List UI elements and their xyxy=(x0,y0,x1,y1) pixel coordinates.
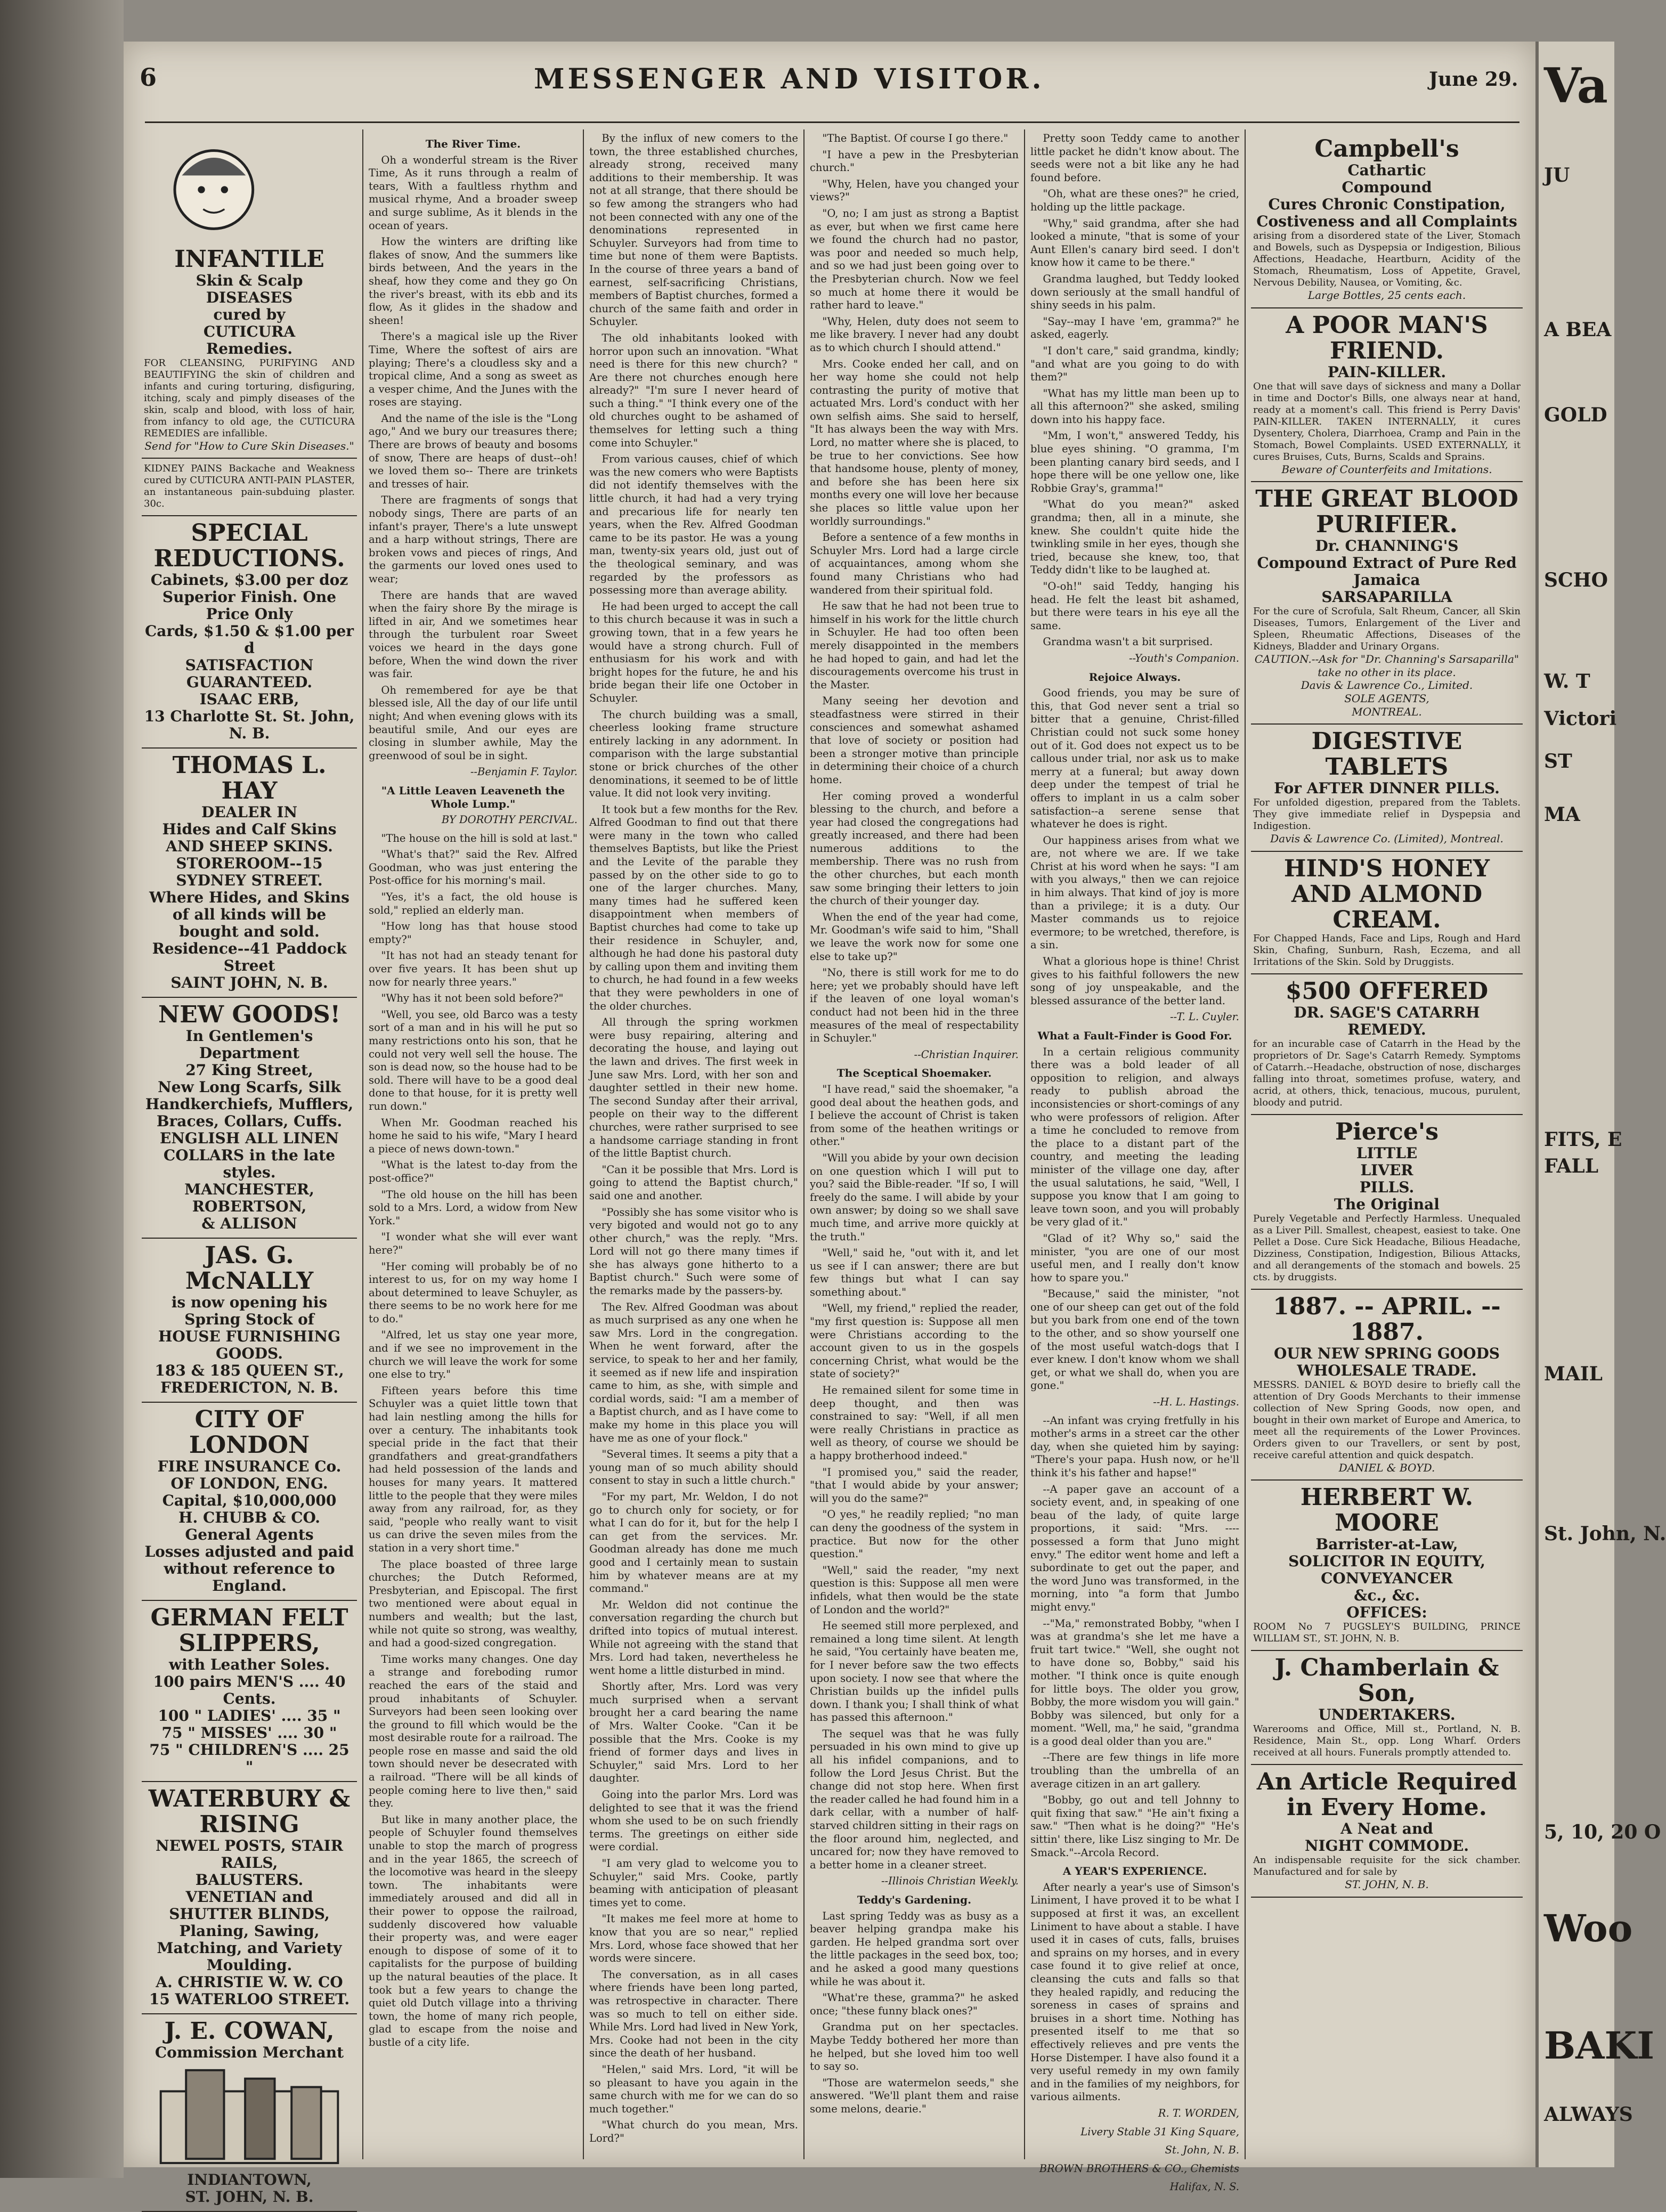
article-paragraph: "Those are watermelon seeds," she answered. "We'll plant them and raise some melons, dearie." xyxy=(810,2076,1019,2115)
adjacent-page-fragment: Va xyxy=(1544,58,1608,114)
article-paragraph: "For my part, Mr. Weldon, I do not go to church only for society, or for what I can do for it, but for the help I can get from the services. Mr. Goodman already has done me much good and I certainly mean to sustain him by whatever means are at my command." xyxy=(589,1490,798,1595)
article-paragraph: "Why has it not been sold before?" xyxy=(381,992,564,1005)
article-paragraph: From various causes, chief of which was the new comers who were Baptists did not identify themselves with the little church, it had had a very trying and precarious life for nearly ten years, when the Rev. Alfred Goodman came to be its pastor. He was a young man, twenty-six years old, just out of the theological seminary, and was regarded by the professors as possessing more than average ability. xyxy=(589,453,798,597)
adjacent-page-fragment: 5, 10, 20 O xyxy=(1544,1821,1661,1843)
adjacent-page-fragment: ALWAYS xyxy=(1544,2103,1633,2126)
article-paragraph: He seemed still more perplexed, and remained a long time silent. At length he said, "You certainly have beaten me, for I never before saw the two effects upon society. I now see that where the Christian builds up the infidel pulls down. I thank you; I shall think of what has passed this afternoon." xyxy=(810,1620,1019,1724)
ad-line: BALUSTERS. xyxy=(195,1871,304,1889)
ad-title: NEW GOODS! xyxy=(158,1001,340,1029)
article-title-faultfinder: What a Fault-Finder is Good For. xyxy=(1037,1029,1232,1042)
ad-title: J. E. COWAN, xyxy=(164,2018,335,2045)
ad-body: For Chapped Hands, Face and Lips, Rough and Hard Skin, Chafing, Sunburn, Rash, Eczema, and all Irritations of the Skin. Sold by Druggists. xyxy=(1253,932,1521,967)
ad-line: HERBERT W. MOORE xyxy=(1300,1484,1474,1537)
ad-footer: ST. JOHN, N. B. xyxy=(1345,1878,1429,1891)
ad-line: with Leather Soles. xyxy=(169,1656,330,1674)
article-paragraph: "It makes me feel more at home to know that you are so near," replied Mrs. Lord, whose face showed that her words were sincere. xyxy=(589,1913,798,1965)
ad-body: An indispensable requisite for the sick chamber. Manufactured and for sale by xyxy=(1253,1855,1521,1878)
article-column-2 xyxy=(369,132,578,2151)
article-agent: BROWN BROTHERS & CO., Chemists xyxy=(1039,2162,1239,2175)
child-portrait-engraving xyxy=(144,136,355,243)
ad-line: Superior Finish. One Price Only xyxy=(162,588,337,623)
article-paragraph: Shortly after, Mrs. Lord was very much surprised when a servant brought her a card bearing the name of Mrs. Walter Cooke. "Can it be possible that the Mrs. Cooke is my friend of former days and lives in Schuyler," said Mrs. Lord to her daughter. xyxy=(589,1680,798,1785)
article-paragraph: Good friends, you may be sure of this, that God never sent a trial so bitter that a genuine, Christ-filled Christian could not suck some honey out of it. God does not expect us to be callous under trial, nor ask us to make merry at a funeral; but away down deep under the tempest of trial he offers to implant in us a calm sober satisfaction--a serene sense that whatever he does is right. xyxy=(1030,687,1239,831)
ad-commode xyxy=(1251,1765,1523,1898)
ad-body: for an incurable case of Catarrh in the Head by the proprietors of Dr. Sage's Catarrh Remedy. Symptoms of Catarrh.--Headache, obstruction of nose, discharges falling into throat, sometimes profuse, watery, and acrid, at others, thick, tenacious, mucous, purulent, bloody and putrid. xyxy=(1253,1038,1521,1108)
adjacent-page-edge xyxy=(1535,42,1666,2167)
ad-line: 13 Charlotte St. St. John, N. B. xyxy=(144,707,355,743)
ad-line: The Original xyxy=(1334,1195,1440,1213)
article-paragraph: What a glorious hope is thine! Christ gives to his faithful followers the new song of joy unspeakable, and the blessed assurance of the better land. xyxy=(1030,955,1239,1007)
article-paragraph: But like in many another place, the people of Schuyler found themselves unable to stop the march of progress and in the year 1865, the screech of the locomotive was heard in the sleepy town. The inhabitants were immediately aroused and did all in their power to oppose the railroad, suddenly discovered how valuable their property was, and were eager enough to dispose of some of it to capitalists for the purpose of building up the natural beauties of the place. It took but a few years to change the quiet old Dutch village into a thriving town, the home of many rich people, glad to escape from the noise and bustle of a city life. xyxy=(369,1813,578,2048)
ad-chamberlain xyxy=(1251,1651,1523,1765)
ad-line: 100 pairs MEN'S .... 40 Cents. xyxy=(153,1673,346,1708)
article-paragraph: "It has not had an steady tenant for over five years. It has been shut up now for nearly three years." xyxy=(369,949,578,988)
ad-line: STOREROOM--15 SYDNEY STREET. xyxy=(176,855,323,890)
adjacent-page-fragment: A BEA xyxy=(1544,319,1612,341)
article-paragraph: Last spring Teddy was as busy as a beaver helping grandpa make his garden. He helped grandma sort over the little packages in the seed box, too; and he asked a good many questions while he was about it. xyxy=(810,1909,1019,1988)
ad-body: MESSRS. DANIEL & BOYD desire to briefly call the attention of Dry Goods Merchants to their immense collection of New Spring Goods, now open, and bought in their own market of Europe and America, to meet all the requirements of the Lower Provinces. Orders given to our Travellers, or sent by post, receive careful attention and quick despatch. xyxy=(1253,1379,1521,1461)
column-rule xyxy=(362,129,363,2159)
article-paragraph: "Why, Helen, have you changed your views?" xyxy=(810,177,1019,204)
article-paragraph: "I promised you," said the reader, "that I would abide by your answer; will you do the same?" xyxy=(810,1466,1019,1505)
article-column-3 xyxy=(589,132,798,2151)
article-paragraph: Time works many changes. One day a strange and foreboding rumor reached the ears of the staid and proud inhabitants of Schuyler. Surveyors had been seen looking over the ground to fill which would be the most desirable route for a railroad. The people rose en masse and said the old town should never be desecrated with a railroad. "There will be all kinds of people coming here to live then," said they. xyxy=(369,1653,578,1810)
article-paragraph: Pretty soon Teddy came to another little packet he didn't know about. The seeds were not a bit like any he had found before. xyxy=(1030,132,1239,184)
ad-body: Warerooms and Office, Mill st., Portland, N. B. Residence, Main St., opp. Long Wharf. Orders received at all hours. Funerals promptly attended to. xyxy=(1253,1723,1521,1759)
article-paragraph: --"Ma," remonstrated Bobby, "when I was at grandma's she let me have a fruit tart twice." "Well, she ought not to have done so, Bobby," said his mother. "I think once is quite enough for little boys. The older you grow, Bobby, the more wisdom you will gain." Bobby was silenced, but only for a moment. "Well, ma," he said, "grandma is a good deal older than you are." xyxy=(1030,1617,1239,1747)
ad-body: Purely Vegetable and Perfectly Harmless. Unequaled as a Liver Pill. Smallest, cheapest, easiest to take. One Pellet a Dose. Cure Sick Headache, Bilious Headache, Dizziness, Constipation, Indigestion, Bilious Attacks, and all derangements of the stomach and bowels. 25 cts. by druggists. xyxy=(1253,1213,1521,1283)
ad-line: OFFICES: xyxy=(1346,1604,1427,1622)
ad-line: OUR NEW SPRING GOODS xyxy=(1273,1344,1500,1362)
ad-line: HIND'S HONEY AND ALMOND CREAM. xyxy=(1283,855,1490,933)
poem-verse: There are fragments of songs that nobody sings, There are parts of an infant's prayer, There's a lute unswept and a harp without strings, There are broken vows and pieces of rings, And the garments our loved ones used to wear; xyxy=(369,494,578,585)
article-paragraph: All through the spring workmen were busy repairing, altering and decorating the house, and laying out the lawn and drives. The first week in June saw Mrs. Lord, with her son and daughter settled in their new home. The second Sunday after their arrival, people on their way to the different churches, were rather surprised to see a handsome carriage standing in front of the little Baptist church. xyxy=(589,1016,798,1160)
ad-hind xyxy=(1251,852,1523,974)
ad-line: SATISFACTION GUARANTEED. xyxy=(185,656,314,692)
article-paragraph: "Several times. It seems a pity that a young man of so much ability should consent to stay in such a little church." xyxy=(589,1448,798,1487)
article-paragraph: "O, no; I am just as strong a Baptist as ever, but when we first came here we found the church had no pastor, was poor and needed so much help, and so we had just been going over to the Presbyterian church. Now we feel so much at home there it would be rather hard to leave." xyxy=(810,207,1019,312)
article-paragraph: Grandma wasn't a bit surprised. xyxy=(1043,636,1213,648)
ad-line: Compound Extract of Pure Red Jamaica xyxy=(1257,554,1517,589)
article-paragraph: In a certain religious community there was a bold leader of all opposition to religion, and always ready to publish abroad the inconsistencies or short-comings of any who were professors of religion. After a time he concluded to remove from the place to a distant part of the country, and meeting the leading minister of the village one day, after the usual salutations, he said, "Well, I suppose you know that I am going to leave town soon, and you will probably be very glad of it." xyxy=(1030,1045,1239,1229)
ad-body: For unfolded digestion, prepared from the Tablets. They give immediate relief in Dyspepsia and Indigestion. xyxy=(1253,797,1521,832)
ad-line: General Agents xyxy=(185,1526,314,1544)
ad-line: is now opening his Spring Stock of xyxy=(171,1294,328,1329)
article-paragraph: Going into the parlor Mrs. Lord was delighted to see that it was the friend whom she used to be on such friendly terms. The greetings on either side were cordial. xyxy=(589,1788,798,1853)
ad-line: ST. JOHN, N. B. xyxy=(185,2187,314,2206)
article-paragraph: "Possibly she has some visitor who is very bigoted and would not go to any other church," was the reply. "Mrs. Lord will not go there many times if she has always gone hitherto to a Baptist church." Such were some of the remarks made by the passers-by. xyxy=(589,1206,798,1297)
ad-footer: Beware of Counterfeits and Imitations. xyxy=(1281,462,1492,476)
adjacent-page-fragment: BAKI xyxy=(1544,2023,1655,2068)
ad-cowan xyxy=(142,2014,357,2212)
ad-line: 100 " LADIES' .... 35 " xyxy=(158,1707,341,1725)
ad-footer: Davis & Lawrence Co. (Limited), Montreal. xyxy=(1270,832,1504,845)
article-paragraph: "I have a pew in the Presbyterian church." xyxy=(810,148,1019,174)
ad-line: 15 WATERLOO STREET. xyxy=(149,1990,350,2008)
adjacent-page-fragment: MAIL xyxy=(1544,1363,1603,1385)
article-paragraph: Before a sentence of a few months in Schuyler Mrs. Lord had a large circle of acquaintances, among whom she found many Christians who had wandered from their spiritual fold. xyxy=(810,531,1019,596)
ad-line: DIGESTIVE TABLETS xyxy=(1311,728,1462,781)
ad-line: Capital, $10,000,000 xyxy=(162,1492,337,1510)
ad-line: In Gentlemen's Department xyxy=(185,1027,313,1062)
article-paragraph: "Why, Helen, duty does not seem to me like bravery. I never had any doubt as to which church I should attend." xyxy=(810,315,1019,354)
adjacent-page-fragment: St. John, N. xyxy=(1544,1523,1666,1545)
article-paragraph: Our happiness arises from what we are, not where we are. If we take Christ at his word when he says: "I am with you always," then we can rejoice in him always. That kind of joy is more than a privilege; it is a duty. Our Master commands us to rejoice evermore; to be wretched, therefore, is a sin. xyxy=(1030,834,1239,952)
masthead-rule xyxy=(145,121,1519,123)
ad-footer: CAUTION.--Ask for "Dr. Channing's Sarsaparilla" take no other in its place. xyxy=(1254,653,1519,679)
article-paragraph: Many seeing her devotion and steadfastness were stirred in their consciences and somewhat ashamed that love of society or position had been a stronger motive than principle in determining their choice of a church home. xyxy=(810,695,1019,786)
article-paragraph: When the end of the year had come, Mr. Goodman's wife said to him, "Shall we leave the work now for some one else to take up?" xyxy=(810,910,1019,963)
article-paragraph: "Well, you see, old Barco was a testy sort of a man and in his will he put so many restrictions onto his son, that he could not very well sell the house. The son is dead now, so the house had to be sold. There will have to be a good deal done to that house, for it is pretty well run down." xyxy=(369,1008,578,1112)
article-paragraph: He had been urged to accept the call to this church because it was in such a growing town, that in a few years he would have a strong church. Full of enthusiasm for his work and with bright hopes for the future, he and his bride began their life one October in Schuyler. xyxy=(589,600,798,704)
article-paragraph: "Mm, I won't," answered Teddy, his blue eyes shining. "O gramma, I'm been planting canary bird seeds, and I hope there will be one yellow one, like Robbie Gray's, gramma!" xyxy=(1030,429,1239,494)
article-paragraph: The place boasted of three large churches; the Dutch Reformed, Presbyterian, and Episcopal. The first two mentioned were about equal in numbers and wealth; but the last, while not quite so strong, was wealthy, and had a good-sized congregation. xyxy=(369,1558,578,1649)
ad-line: &c., &c. xyxy=(1354,1587,1420,1605)
ad-title: WATERBURY & RISING xyxy=(148,1785,351,1839)
article-paragraph: "Oh, what are these ones?" he cried, holding up the little package. xyxy=(1030,188,1239,213)
masthead-title: MESSENGER AND VISITOR. xyxy=(534,63,1045,95)
column-rule xyxy=(1245,129,1246,2159)
article-title-shoemaker: The Sceptical Shoemaker. xyxy=(836,1067,992,1080)
ad-title: JAS. G. McNALLY xyxy=(185,1242,314,1295)
ad-column-right xyxy=(1251,132,1523,2151)
ad-digestive xyxy=(1251,725,1523,852)
ad-title: THOMAS L. HAY xyxy=(172,752,327,805)
ad-line: Cathartic xyxy=(1347,161,1426,179)
article-paragraph: "Yes, it's a fact, the old house is sold," replied an elderly man. xyxy=(369,891,578,916)
adjacent-page-fragment: SCHO xyxy=(1544,569,1608,591)
article-paragraph: "What church do you mean, Mrs. Lord?" xyxy=(589,2119,798,2144)
ad-line: Planing, Sawing, Matching, and Variety Moulding. xyxy=(157,1922,342,1974)
ad-line: Remedies. xyxy=(206,339,293,357)
article-paragraph: "No, there is still work for me to do here; yet we probably should have left if the leaven of one loyal woman's conduct had not been hid in the three measures of the meal of respectability in Schuyler." xyxy=(810,966,1019,1045)
article-attribution: --Youth's Companion. xyxy=(1128,652,1239,664)
ad-line: New Long Scarfs, Silk Handkerchiefs, Mufflers, Braces, Collars, Cuffs. xyxy=(145,1078,354,1131)
ad-line: LITTLE xyxy=(1356,1144,1418,1162)
ad-line: A POOR MAN'S FRIEND. xyxy=(1286,311,1488,364)
ad-line: $500 OFFERED xyxy=(1285,977,1489,1005)
article-paragraph: "Will you abide by your own decision on one question which I will put to you? said the Bible-reader. "If so, I will freely do the same. I will abide by your own answer; by doing so we shall save much time, and arrive more quickly at the truth." xyxy=(810,1151,1019,1243)
adjacent-page-fragment: JU xyxy=(1544,164,1570,186)
article-paragraph: "I am very glad to welcome you to Schuyler," said Mrs. Cooke, partly beaming with anticipation of pleasant times yet to come. xyxy=(589,1857,798,1909)
ad-line: MANCHESTER, xyxy=(184,1181,314,1199)
article-signature: Livery Stable 31 King Square, xyxy=(1080,2125,1239,2138)
article-paragraph: Fifteen years before this time Schuyler was a quiet little town that had lain nestling among the hills for over a century. The inhabitants took special pride in the fact that their grandfathers and great-grandfathers had held possession of the lands and houses for many years. It mattered little to the people that they were miles away from any railroad, for, as they said, "people who really want to visit us can drive the seven miles from the station in a very short time." xyxy=(369,1384,578,1554)
ad-line: Cards, $1.50 & $1.00 per d xyxy=(144,622,354,657)
ad-body: KIDNEY PAINS Backache and Weakness cured by CUTICURA ANTI-PAIN PLASTER, an instantaneous pain-subduing plaster. 30c. xyxy=(144,463,355,510)
column-rule xyxy=(803,129,804,2159)
poem-verse: Oh a wonderful stream is the River Time, As it runs through a realm of tears, With a faultless rhythm and musical rhyme, And a broader sweep and surge sublime, As it blends in the ocean of years. xyxy=(369,153,578,232)
ad-pierce xyxy=(1251,1115,1523,1290)
article-paragraph: Grandma put on her spectacles. Maybe Teddy bothered her more than he helped, but she loved him too well to say so. xyxy=(810,2021,1019,2073)
ad-moore xyxy=(1251,1481,1523,1651)
poem-verse: There's a magical isle up the River Time, Where the softest of airs are playing; There's a cloudless sky and a tropical clime, And a song as sweet as a vesper chime, And the Junes with the roses are staying. xyxy=(369,330,578,409)
ad-body: One that will save days of sickness and many a Dollar in time and Doctor's Bills, one always near at hand, ready at a moment's call. This friend is Perry Davis' PAIN-KILLER. TAKEN INTERNALLY, it cures Dysentery, Cholera, Diarrhoea, Cramp and Pain in the Stomach, Bowel Complaints. USED EXTERNALLY, it cures Bruises, Cuts, Burns, Scalds and Sprains. xyxy=(1253,380,1521,462)
article-paragraph: Mr. Weldon did not continue the conversation regarding the church but drifted into topics of mutual interest. While not agreeing with the stand that Mrs. Lord had taken, nevertheless he went home a little disturbed in mind. xyxy=(589,1598,798,1677)
ad-line: cured by xyxy=(213,305,286,323)
adjacent-page-fragment: ST xyxy=(1544,750,1572,772)
ad-line: H. CHUBB & CO. xyxy=(178,1509,320,1527)
ad-line: Where Hides, and Skins of all kinds will be bought and sold. xyxy=(149,889,350,941)
ad-body: arising from a disordered state of the Liver, Stomach and Bowels, such as Dyspepsia or Indigestion, Bilious Affections, Headache, Heartburn, Acidity of the Stomach, Rheumatism, Loss of Appetite, Gravel, Nervous Debility, Nausea, or Vomiting, &c. xyxy=(1253,230,1521,288)
article-paragraph: "What're these, gramma?" he asked once; "these funny black ones?" xyxy=(810,1991,1019,2017)
article-paragraph: "Well," said the reader, "my next question is this: Suppose all men were infidels, what then would be the state of London and the world?" xyxy=(810,1564,1019,1616)
column-rule xyxy=(583,129,584,2159)
poem-verse: How the winters are drifting like flakes of snow, And the summers like birds between, And the years in the sheaf, how they come and they go On the river's breast, with its ebb and its flow, As it glides in the shadow and sheen! xyxy=(369,235,578,327)
poem-verse: Oh remembered for aye be that blessed isle, All the day of our life until night; And when evening glows with its beautiful smile, And our eyes are closing in slumber awhile, May the greenwood of soul be in sight. xyxy=(369,684,578,762)
adjacent-page-fragment: Victori xyxy=(1544,707,1617,730)
article-paragraph: "What has my little man been up to all this afternoon?" she asked, smiling down into his happy face. xyxy=(1030,387,1239,426)
ad-title: CITY OF LONDON xyxy=(189,1406,310,1459)
ad-spring xyxy=(1251,1290,1523,1481)
article-paragraph: "Well, my friend," replied the reader, "my first question is: Suppose all men were Christians according to the account given to us in the gospels concerning Christ, what would be the state of society?" xyxy=(810,1302,1019,1380)
ad-line: Skin & Scalp xyxy=(196,271,303,289)
article-paragraph: "Helen," said Mrs. Lord, "it will be so pleasant to have you again in the same church with me for we can do so much together." xyxy=(589,2063,798,2115)
adjacent-page-fragment: GOLD xyxy=(1544,404,1607,426)
ad-line: THE GREAT BLOOD PURIFIER. xyxy=(1255,485,1518,539)
ad-line: FIRE INSURANCE Co. xyxy=(157,1458,342,1476)
article-paragraph: Grandma laughed, but Teddy looked down seriously at the small handful of shiny seeds in his palm. xyxy=(1030,272,1239,312)
article-title-river_time: The River Time. xyxy=(425,137,521,150)
adjacent-page-fragment: Woo xyxy=(1544,1906,1633,1950)
ad-footer: MONTREAL. xyxy=(1352,705,1422,718)
article-paragraph: "How long has that house stood empty?" xyxy=(369,920,578,946)
article-paragraph: "I have read," said the shoemaker, "a good deal about the heathen gods, and I believe the account of Christ is taken from some of the heathen writings or other." xyxy=(810,1083,1019,1148)
ad-painkiller xyxy=(1251,308,1523,483)
poem-verse: There are hands that are waved when the fairy shore By the mirage is lifted in air, And we sometimes hear through the turbulent roar Sweet voices we heard in the days gone before, When the wind down the river was fair. xyxy=(369,589,578,680)
ad-line: A. CHRISTIE W. W. CO xyxy=(156,1973,343,1991)
article-attribution: --H. L. Hastings. xyxy=(1153,1396,1239,1409)
article-title-leaven: "A Little Leaven Leaveneth the Whole Lump." xyxy=(381,784,565,810)
article-paragraph: --There are few things in life more troubling than the umbrella of an average citizen in an art gallery. xyxy=(1030,1751,1239,1790)
ad-felt xyxy=(142,1601,357,1782)
adjacent-page-fragment: W. T xyxy=(1544,670,1590,693)
ad-line: SAINT JOHN, N. B. xyxy=(170,974,328,992)
ad-footer: Send for "How to Cure Skin Diseases." xyxy=(144,439,354,452)
masthead-date: June 29. xyxy=(1429,68,1518,91)
ad-line: NEWEL POSTS, STAIR RAILS, xyxy=(156,1837,343,1872)
article-title-experience: A YEAR'S EXPERIENCE. xyxy=(1062,1865,1207,1878)
storefront-engraving xyxy=(144,2061,355,2168)
ad-price: Large Bottles, 25 cents each. xyxy=(1307,289,1466,302)
ad-line: HOUSE FURNISHING GOODS. xyxy=(158,1328,341,1363)
ad-line: WHOLESALE TRADE. xyxy=(1297,1361,1477,1379)
ad-newgoods xyxy=(142,998,357,1239)
ad-waterbury xyxy=(142,1782,357,2014)
ad-line: Campbell's xyxy=(1314,135,1459,162)
ad-london xyxy=(142,1403,357,1601)
article-title-rejoice: Rejoice Always. xyxy=(1088,670,1181,684)
ad-line: & ALLISON xyxy=(201,1215,297,1233)
article-paragraph: "What is the latest to-day from the post-office?" xyxy=(369,1159,578,1184)
ad-line: Commission Merchant xyxy=(155,2044,344,2062)
newspaper-page xyxy=(124,42,1535,2206)
ad-line: ISAAC ERB, xyxy=(199,690,299,709)
article-paragraph: "Say--may I have 'em, gramma?" he asked, eagerly. xyxy=(1030,315,1239,341)
ad-line: 75 " CHILDREN'S .... 25 " xyxy=(149,1741,350,1776)
article-paragraph: "Bobby, go out and tell Johnny to quit fixing that saw." "He ain't fixing a saw." "Then what is he doing?" "He's sittin' there, like Lisz singing to Mr. De Smack."--Arcola Record. xyxy=(1030,1794,1239,1859)
ad-line: OF LONDON, ENG. xyxy=(170,1475,328,1493)
article-paragraph: "The house on the hill is sold at last." xyxy=(381,832,578,844)
article-paragraph: "Can it be possible that Mrs. Lord is going to attend the Baptist church," said one and another. xyxy=(589,1163,798,1202)
article-paragraph: The old inhabitants looked with horror upon such an innovation. "What need is there for this new church? " Are there not churches enough here already?" "I'm sure I never heard of such a thing." "I think every one of the old churches ought to be ashamed of themselves for letting such a thing come into Schuyler." xyxy=(589,331,798,449)
ad-hay xyxy=(142,749,357,998)
article-paragraph: The church building was a small, cheerless looking frame structure entirely lacking in any adornment. In comparison with the large substantial stone or brick churches of the other denominations, it seemed to be of little value. It did not look very inviting. xyxy=(589,708,798,800)
ad-column-left xyxy=(142,132,357,2206)
ad-line: LIVER xyxy=(1360,1161,1413,1179)
article-attribution: --T. L. Cuyler. xyxy=(1169,1011,1239,1023)
article-byline: BY DOROTHY PERCIVAL. xyxy=(441,814,578,826)
article-paragraph: Her coming proved a wonderful blessing to the church, and before a year had closed the congregations had greatly increased, and there had been numerous additions to the membership. There was no rush from the other churches, but each month saw some bringing their letters to join the church of their younger day. xyxy=(810,790,1019,907)
ad-special xyxy=(142,516,357,749)
ad-footer: Davis & Lawrence Co., Limited. xyxy=(1301,679,1473,692)
ad-catarrh xyxy=(1251,974,1523,1115)
article-paragraph: "Her coming will probably be of no interest to us, for on my way home I about determined to leave Schuyler, as there seems to be no work here for me to do." xyxy=(369,1260,578,1325)
article-paragraph: It took but a few months for the Rev. Alfred Goodman to find out that there were many in the town who called themselves Baptists, but like the Priest and the Levite of the parable they passed by on the other side to go to one of the larger churches. Many, many times had he suffered keen disappointment when members of Baptist churches had come to take up their residence in Schuyler, and, although he had done his pastoral duty by calling upon them and inviting them to church, he had found in a few weeks that they were pewholders in one of the older churches. xyxy=(589,803,798,1012)
article-paragraph: He saw that he had not been true to himself in his work for the little church in Schuyler. He had too often been merely disappointed in the members he had hoped to gain, and had let the discouragements overcome his trust in the Master. xyxy=(810,600,1019,691)
ad-line: UNDERTAKERS. xyxy=(1318,1706,1456,1724)
ad-line: 183 & 185 QUEEN ST., FREDERICTON, N. B. xyxy=(155,1362,344,1397)
article-paragraph: "The old house on the hill has been sold to a Mrs. Lord, a widow from New York." xyxy=(369,1188,578,1227)
ad-title: INFANTILE xyxy=(174,245,324,273)
article-signature: St. John, N. B. xyxy=(1165,2144,1239,2157)
ad-line: Hides and Calf Skins xyxy=(162,820,337,839)
ad-title: GERMAN FELT SLIPPERS, xyxy=(150,1604,348,1657)
article-paragraph: "Because," said the minister, "not one of our sheep can get out of the fold but you bark from one end of the town to the other, and so show yourself one of the most useful watch-dogs that I ever knew. I don't know whom we shall get, or what we shall do, when you are gone." xyxy=(1030,1288,1239,1392)
binding-gutter xyxy=(0,0,124,2178)
article-agent: Halifax, N. S. xyxy=(1169,2181,1239,2193)
ad-line: ROBERTSON, xyxy=(192,1198,307,1216)
ad-line: Residence--41 Paddock Street xyxy=(152,940,347,975)
article-paragraph: After nearly a year's use of Simson's Liniment, I have proved it to be what I supposed at first it was, an excellent Liniment to have about a stable. I have used it in cases of cuts, falls, bruises and sprains on my horses, and in every case found it to give relief at once, cleansing the cuts and falls so that they healed rapidly, and reducing the soreness in cases of sprains and bruises in a short time. Nothing has presented itself to me that so effectively relieves and pre vents the Horse Distemper. I have also found it a very useful remedy in my own family and in the families of my neighbors, for various ailments. xyxy=(1030,1881,1239,2103)
ad-line: VENETIAN and SHUTTER BLINDS, xyxy=(169,1888,330,1923)
ad-line: NIGHT COMMODE. xyxy=(1304,1837,1469,1855)
adjacent-page-fragment: FITS, E xyxy=(1544,1128,1622,1151)
article-paragraph: The Rev. Alfred Goodman was about as much surprised as any one when he saw Mrs. Lord in the congregation. When he went forward, after the service, to speak to her and her family, it seemed as if new life and inspiration came to him, as she, with simple and cordial words, said: "I am a member of a Baptist church, and as I have come to make my home in this place you will have me as one of your flock." xyxy=(589,1300,798,1444)
adjacent-page-fragment: MA xyxy=(1544,803,1580,826)
article-column-4 xyxy=(810,132,1019,2151)
ad-footer: DANIEL & BOYD. xyxy=(1338,1461,1435,1474)
ad-line: 27 King Street, xyxy=(185,1061,313,1079)
article-paragraph: The conversation, as in all cases where friends have been long parted, was retrospective in character. There was so much to tell on either side. While Mrs. Lord had lived in New York, Mrs. Cooke had not been in the city since the death of her husband. xyxy=(589,1968,798,2060)
ad-line: SOLICITOR IN EQUITY, CONVEYANCER xyxy=(1288,1552,1485,1588)
article-paragraph: "The Baptist. Of course I go there." xyxy=(822,132,1009,144)
page-number: 6 xyxy=(140,63,157,92)
ad-footer: SOLE AGENTS, xyxy=(1344,692,1429,705)
ad-line: PILLS. xyxy=(1359,1178,1415,1196)
article-paragraph: When Mr. Goodman reached his home he said to his wife, "Mary I heard a piece of news down-town." xyxy=(369,1116,578,1155)
adjacent-page-fragment: FALL xyxy=(1544,1155,1599,1177)
ad-line: AND SHEEP SKINS. xyxy=(166,837,333,856)
article-attribution: --Benjamin F. Taylor. xyxy=(470,766,578,778)
article-paragraph: "O-oh!" said Teddy, hanging his head. He felt the least bit ashamed, but there were tears in his eye all the same. xyxy=(1030,580,1239,632)
ad-line: 75 " MISSES' .... 30 " xyxy=(161,1724,337,1742)
article-paragraph: --A paper gave an account of a society event, and, in speaking of one beau of the lady, of quite large proportions, it said: "Mrs. ---- possessed a form that Juno might envy." The editor went home and left a subordinate to get out the paper, and the word Juno was transformed, in the morning, into "a form that Jumbo might envy." xyxy=(1030,1483,1239,1613)
article-paragraph: The sequel was that he was fully persuaded in his own mind to give up all his infidel companions, and to follow the Lord Jesus Christ. But the change did not stop here. When first the reader called he had found him in a dark cellar, with a number of half-starved children sitting in their rags on the floor around him, neglected, and uncared for; now they have removed to a better home in a cleaner street. xyxy=(810,1727,1019,1871)
poem-verse: And the name of the isle is the "Long ago," And we bury our treasures there; There are brows of beauty and bosoms of snow, There are heaps of dust--oh! we loved them so-- There are trinkets and tresses of hair. xyxy=(369,412,578,490)
ad-line: ENGLISH ALL LINEN COLLARS in the late styles. xyxy=(159,1129,339,1182)
ad-mcnally xyxy=(142,1239,357,1403)
article-signature: R. T. WORDEN, xyxy=(1158,2107,1239,2119)
ad-line: PAIN-KILLER. xyxy=(1327,363,1446,381)
ad-line: Losses adjusted and paid without reference to England. xyxy=(144,1543,354,1595)
ad-line: A Neat and xyxy=(1340,1820,1433,1838)
article-column-5 xyxy=(1030,132,1239,2193)
ad-campbell xyxy=(1251,132,1523,308)
article-attribution: --Illinois Christian Weekly. xyxy=(881,1875,1019,1888)
ad-cures: Cures Chronic Constipation, Costiveness and all Complaints xyxy=(1256,196,1517,230)
ad-line: Dr. CHANNING'S xyxy=(1315,537,1459,555)
ad-line: INDIANTOWN, xyxy=(187,2170,312,2189)
ad-line: J. Chamberlain & Son, xyxy=(1274,1654,1499,1707)
article-paragraph: "Glad of it? Why so," said the minister, "you are one of our most useful men, and I really don't know how to spare you." xyxy=(1030,1232,1239,1284)
ad-cuticura xyxy=(142,132,357,459)
article-paragraph: He remained silent for some time in deep thought, and then was constrained to say: "Well, if all men were really Christians in practice as well as theory, of course we should be a happy brotherhood indeed." xyxy=(810,1384,1019,1462)
article-paragraph: "Alfred, let us stay one year more, and if we see no improvement in the church we will leave the work for some one else to try." xyxy=(369,1329,578,1381)
article-paragraph: "O yes," he readily replied; "no man can deny the goodness of the system in practice. But now for the other question." xyxy=(810,1508,1019,1560)
ad-line: DEALER IN xyxy=(201,803,298,822)
article-paragraph: "What do you mean?" asked grandma; then, all in a minute, she knew. She couldn't quite hide the twinkling smile in her eyes, though she tried, because she knew, too, that Teddy didn't like to be laughed at. xyxy=(1030,498,1239,576)
ad-line: Barrister-at-Law, xyxy=(1315,1535,1458,1554)
ad-body: ROOM No 7 PUGSLEY'S BUILDING, PRINCE WILLIAM ST., ST. JOHN, N. B. xyxy=(1253,1621,1521,1645)
column-rule xyxy=(1024,129,1025,2159)
ad-line: Pierce's xyxy=(1335,1118,1439,1145)
ad-line: Compound xyxy=(1342,178,1432,196)
ad-body: FOR CLEANSING, PURIFYING AND BEAUTIFYING the skin of children and infants and curing torturing, disfiguring, itching, scaly and pimply diseases of the skin, scalp and blood, with loss of hair, from infancy to old age, the CUTICURA REMEDIES are infallible. xyxy=(144,357,355,439)
ad-title: SPECIAL REDUCTIONS. xyxy=(153,519,345,573)
ad-line: For AFTER DINNER PILLS. xyxy=(1274,779,1500,798)
article-title-gardening: Teddy's Gardening. xyxy=(857,1893,972,1906)
ad-line: An Article Required in Every Home. xyxy=(1256,1768,1517,1821)
article-paragraph: "I wonder what she will ever want here?" xyxy=(369,1231,578,1256)
ad-line: CUTICURA xyxy=(203,322,296,340)
ad-body: For the cure of Scrofula, Salt Rheum, Cancer, all Skin Diseases, Tumors, Enlargement of the Liver and Spleen, Rheumatic Affections, Diseases of the Kidneys, Bladder and Urinary Organs. xyxy=(1253,606,1521,653)
ad-line: DR. SAGE'S CATARRH REMEDY. xyxy=(1294,1003,1480,1038)
article-paragraph: "Why," said grandma, after she had looked a minute, "that is some of your Aunt Ellen's canary bird seed. I don't know how it came to be there." xyxy=(1030,217,1239,269)
article-paragraph: "What's that?" said the Rev. Alfred Goodman, who was just entering the Post-office for his morning's mail. xyxy=(369,848,578,887)
ad-line: SARSAPARILLA xyxy=(1321,588,1452,606)
article-paragraph: By the influx of new comers to the town, the three established churches, already strong, received many additions to their membership. It was not at all strange, that there should be so few among the strangers who had not been connected with any one of the denominations represented in Schuyler. Surveyors had from time to time but none of them were Baptists. In the course of three years a band of earnest, self-sacrificing Christians, members of Baptist churches, formed a church of the same faith and order in Schuyler. xyxy=(589,132,798,328)
article-attribution: --Christian Inquirer. xyxy=(914,1048,1019,1061)
ad-line: DISEASES xyxy=(206,288,293,306)
article-paragraph: Mrs. Cooke ended her call, and on her way home she could not help contrasting the purity of motive that actuated Mrs. Lord's conduct with her own selfish aims. She said to herself, "It has always been the way with Mrs. Lord, no matter where she is placed, to be true to her convictions. See how that handsome house, plenty of money, and before she has been here six months every one will love her because she places so little value upon her worldly surroundings." xyxy=(810,357,1019,527)
ad-line: Cabinets, $3.00 per doz xyxy=(150,571,348,589)
ad-kidney xyxy=(142,459,357,516)
article-paragraph: --An infant was crying fretfully in his mother's arms in a street car the other day, when she quieted him by saying: "There's your papa. Hush now, or he'll think it's his father and hapse!" xyxy=(1030,1414,1239,1479)
article-paragraph: "I don't care," said grandma, kindly; "and what are you going to do with them?" xyxy=(1030,344,1239,384)
ad-line: 1887. -- APRIL. -- 1887. xyxy=(1273,1292,1501,1346)
ad-sarsaparilla xyxy=(1251,482,1523,725)
article-paragraph: "Well," said he, "out with it, and let us see if I can answer; there are but few things but what I can say something about." xyxy=(810,1247,1019,1298)
